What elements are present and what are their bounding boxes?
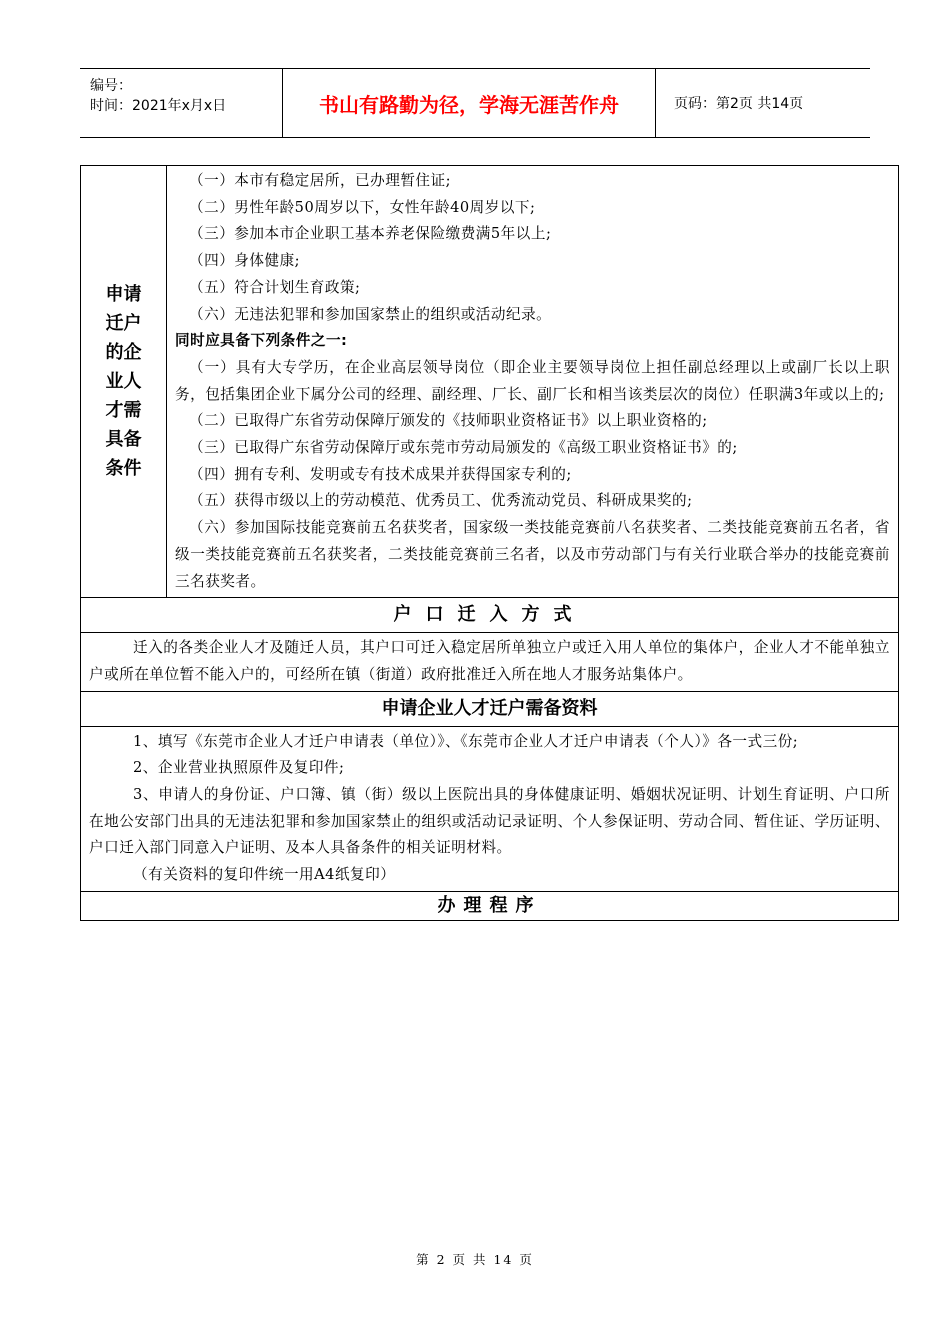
condition-item: （六）无违法犯罪和参加国家禁止的组织或活动纪录。 <box>189 305 552 323</box>
label-line: 具备 <box>105 429 142 451</box>
page-header <box>80 68 870 138</box>
move-in-heading <box>81 598 899 633</box>
label-line: 申请 <box>105 284 142 306</box>
materials-content <box>81 726 899 891</box>
time-label: 时间：2021年x月x日 <box>90 98 227 114</box>
label-line: 条件 <box>105 458 142 480</box>
move-in-title: 户口迁入方式 <box>393 604 586 626</box>
header-page-info <box>664 69 870 137</box>
condition-item: （四）身体健康; <box>189 252 301 270</box>
condition-option: （五）获得市级以上的劳动模范、优秀员工、优秀流动党员、科研成果奖的; <box>189 492 693 510</box>
document-table <box>80 165 899 921</box>
procedure-heading <box>81 891 899 920</box>
label-line: 迁户 <box>105 313 142 335</box>
page-footer: 第 2 页 共 14 页 <box>416 1252 534 1267</box>
material-note: （有关资料的复印件统一用A4纸复印） <box>133 866 396 884</box>
condition-item: （二）男性年龄50周岁以下，女性年龄40周岁以下; <box>189 198 536 216</box>
condition-option: （六）参加国际技能竞赛前五名获奖者，国家级一类技能竞赛前八名获奖者、二类技能竞赛前五名者，省级一类技能竞赛前五名获奖者，二类技能竞赛前三名者，以及市劳动部门与有关行业联合举办的技能竞赛前三名获奖者。 <box>175 519 890 590</box>
condition-option: （四）拥有专利、发明或专有技术成果并获得国家专利的; <box>189 465 572 483</box>
label-line: 业人 <box>105 371 142 393</box>
conditions-label <box>81 166 167 598</box>
label-line: 才需 <box>105 400 142 422</box>
conditions-content <box>167 166 899 598</box>
procedure-heading-row <box>81 891 899 920</box>
condition-option: （一）具有大专学历，在企业高层领导岗位（即企业主要领导岗位上担任副总经理以上或副厂长以上职务，包括集团企业下属分公司的经理、副经理、厂长、副厂长和相当该类层次的岗位）任职满3年或以上的; <box>175 358 890 403</box>
header-meta <box>80 69 283 137</box>
move-in-heading-row <box>81 598 899 633</box>
materials-heading <box>81 691 899 726</box>
header-motto: 书山有路勤为径，学海无涯苦作舟 <box>283 69 656 137</box>
move-in-text: 迁入的各类企业人才及随迁人员，其户口可迁入稳定居所单独立户或迁入用人单位的集体户，企业人才不能单独立户或所在单位暂不能入户的，可经所在镇（街道）政府批准迁入所在地人才服务站集体户。 <box>89 639 890 683</box>
material-item: 3、申请人的身份证、户口簿、镇（街）级以上医院出具的身体健康证明、婚姻状况证明、计划生育证明、户口所在地公安部门出具的无违法犯罪和参加国家禁止的组织或活动记录证明、个人参保证明、劳动合同、暂住证、学历证明、户口迁入部门同意入户证明、及本人具备条件的相关证明材料。 <box>89 786 890 857</box>
label-line: 的企 <box>105 342 142 364</box>
procedure-title: 办理程序 <box>437 894 542 916</box>
materials-row <box>81 726 899 891</box>
move-in-content <box>81 633 899 691</box>
condition-item: （三）参加本市企业职工基本养老保险缴费满5年以上; <box>189 225 552 243</box>
page-info-text: 页码：第2页 共14页 <box>674 96 804 112</box>
number-label: 编号： <box>90 78 132 94</box>
materials-heading-row <box>81 691 899 726</box>
condition-option: （三）已取得广东省劳动保障厅或东莞市劳动局颁发的《高级工职业资格证书》的; <box>189 439 738 457</box>
conditions-row <box>81 166 899 598</box>
material-item: 1、填写《东莞市企业人才迁户申请表（单位）》、《东莞市企业人才迁户申请表（个人）》各一式三份; <box>133 732 799 750</box>
condition-option: （二）已取得广东省劳动保障厅颁发的《技师职业资格证书》以上职业资格的; <box>189 412 708 430</box>
condition-item: （五）符合计划生育政策; <box>189 278 361 296</box>
conditions-subhead: 同时应具备下列条件之一: <box>175 332 348 350</box>
materials-title: 申请企业人才迁户需备资料 <box>381 697 598 719</box>
material-item: 2、企业营业执照原件及复印件; <box>133 759 345 777</box>
condition-item: （一）本市有稳定居所，已办理暂住证; <box>189 172 452 189</box>
move-in-text-row <box>81 633 899 691</box>
